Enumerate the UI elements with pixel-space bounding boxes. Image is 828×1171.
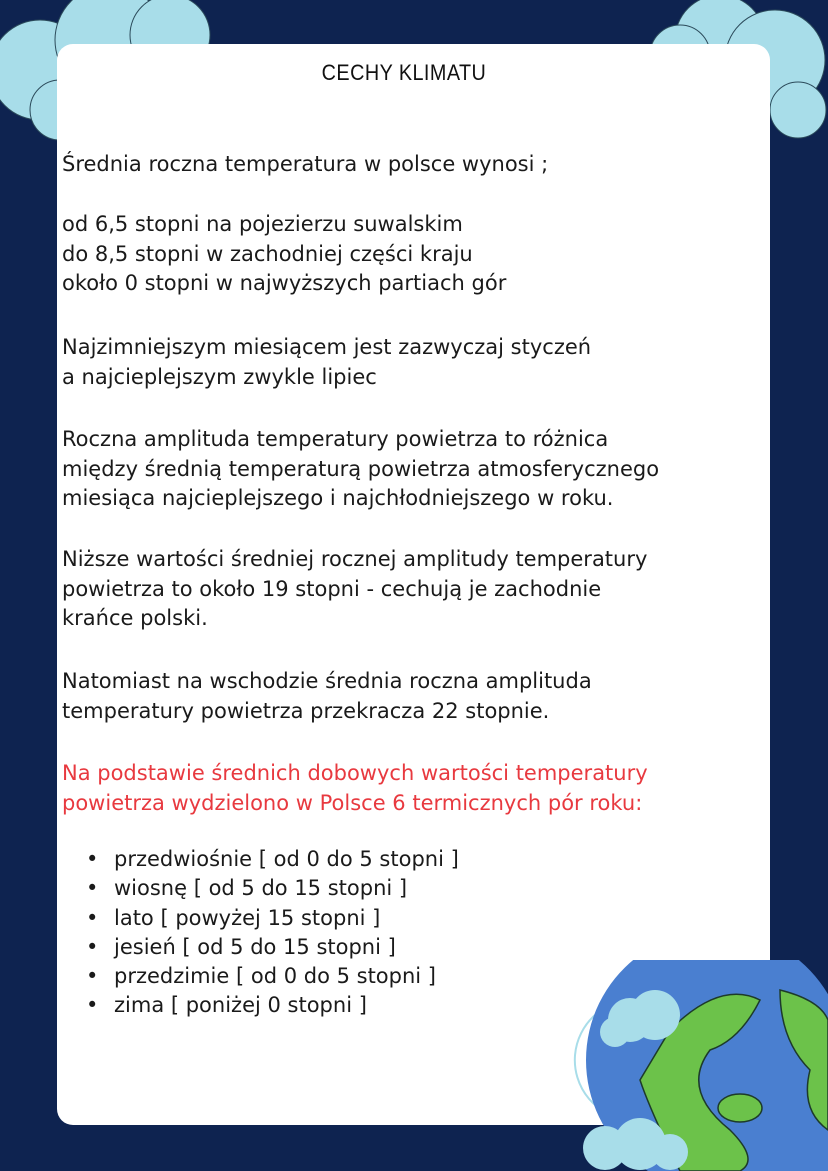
text-line: temperatury powietrza przekracza 22 stopnie. — [62, 698, 550, 723]
paragraph-months — [62, 333, 591, 392]
page-title: CECHY KLIMATU — [321, 60, 487, 85]
text-line: powietrza to około 19 stopni - cechują je zachodnie — [62, 576, 602, 601]
paragraph-east-amplitude — [62, 667, 592, 726]
text-line: około 0 stopni w najwyższych partiach gór — [62, 271, 507, 295]
text-line: Na podstawie średnich dobowych wartości temperatury — [62, 761, 648, 785]
text-line: od 6,5 stopni na pojezierzu suwalskim — [62, 212, 463, 236]
list-item: • wiosnę [ od 5 do 15 stopni ] — [62, 874, 459, 903]
text-line: do 8,5 stopni w zachodniej części kraju — [62, 241, 473, 266]
text-line: miesiąca najcieplejszego i najchłodniejszego w roku. — [62, 486, 614, 510]
text-line: Niższe wartości średniej rocznej amplitudy temperatury — [62, 547, 648, 571]
list-item: • przedzimie [ od 0 do 5 stopni ] — [62, 962, 459, 991]
list-item: • zima [ poniżej 0 stopni ] — [62, 991, 459, 1020]
text-line: Natomiast na wschodzie średnia roczna amplituda — [62, 669, 592, 693]
paragraph-amplitude-definition — [62, 425, 659, 514]
paragraph-lower-amplitude — [62, 545, 647, 634]
text-line: między średnią temperaturą powietrza atmosferycznego — [62, 456, 660, 481]
text-line: a najcieplejszym zwykle lipiec — [62, 364, 377, 389]
list-item: • przedwiośnie [ od 0 do 5 stopni ] — [62, 845, 459, 874]
list-item: • jesień [ od 5 do 15 stopni ] — [62, 933, 459, 962]
thermal-seasons-list — [62, 845, 459, 1021]
paragraph-temperature-ranges — [62, 210, 506, 299]
text-line: powietrza wydzielono w Polsce 6 termicznych pór roku: — [62, 790, 643, 815]
text-line: Średnia roczna temperatura w polsce wynosi ; — [62, 152, 549, 176]
paragraph-average-temperature — [62, 150, 548, 180]
globe-decoration — [560, 960, 828, 1171]
paragraph-thermal-seasons-intro — [62, 759, 648, 818]
text-line: krańce polski. — [62, 606, 208, 630]
list-item: • lato [ powyżej 15 stopni ] — [62, 904, 459, 933]
text-line: Najzimniejszym miesiącem jest zazwyczaj styczeń — [62, 335, 592, 359]
text-line: Roczna amplituda temperatury powietrza to różnica — [62, 427, 609, 451]
